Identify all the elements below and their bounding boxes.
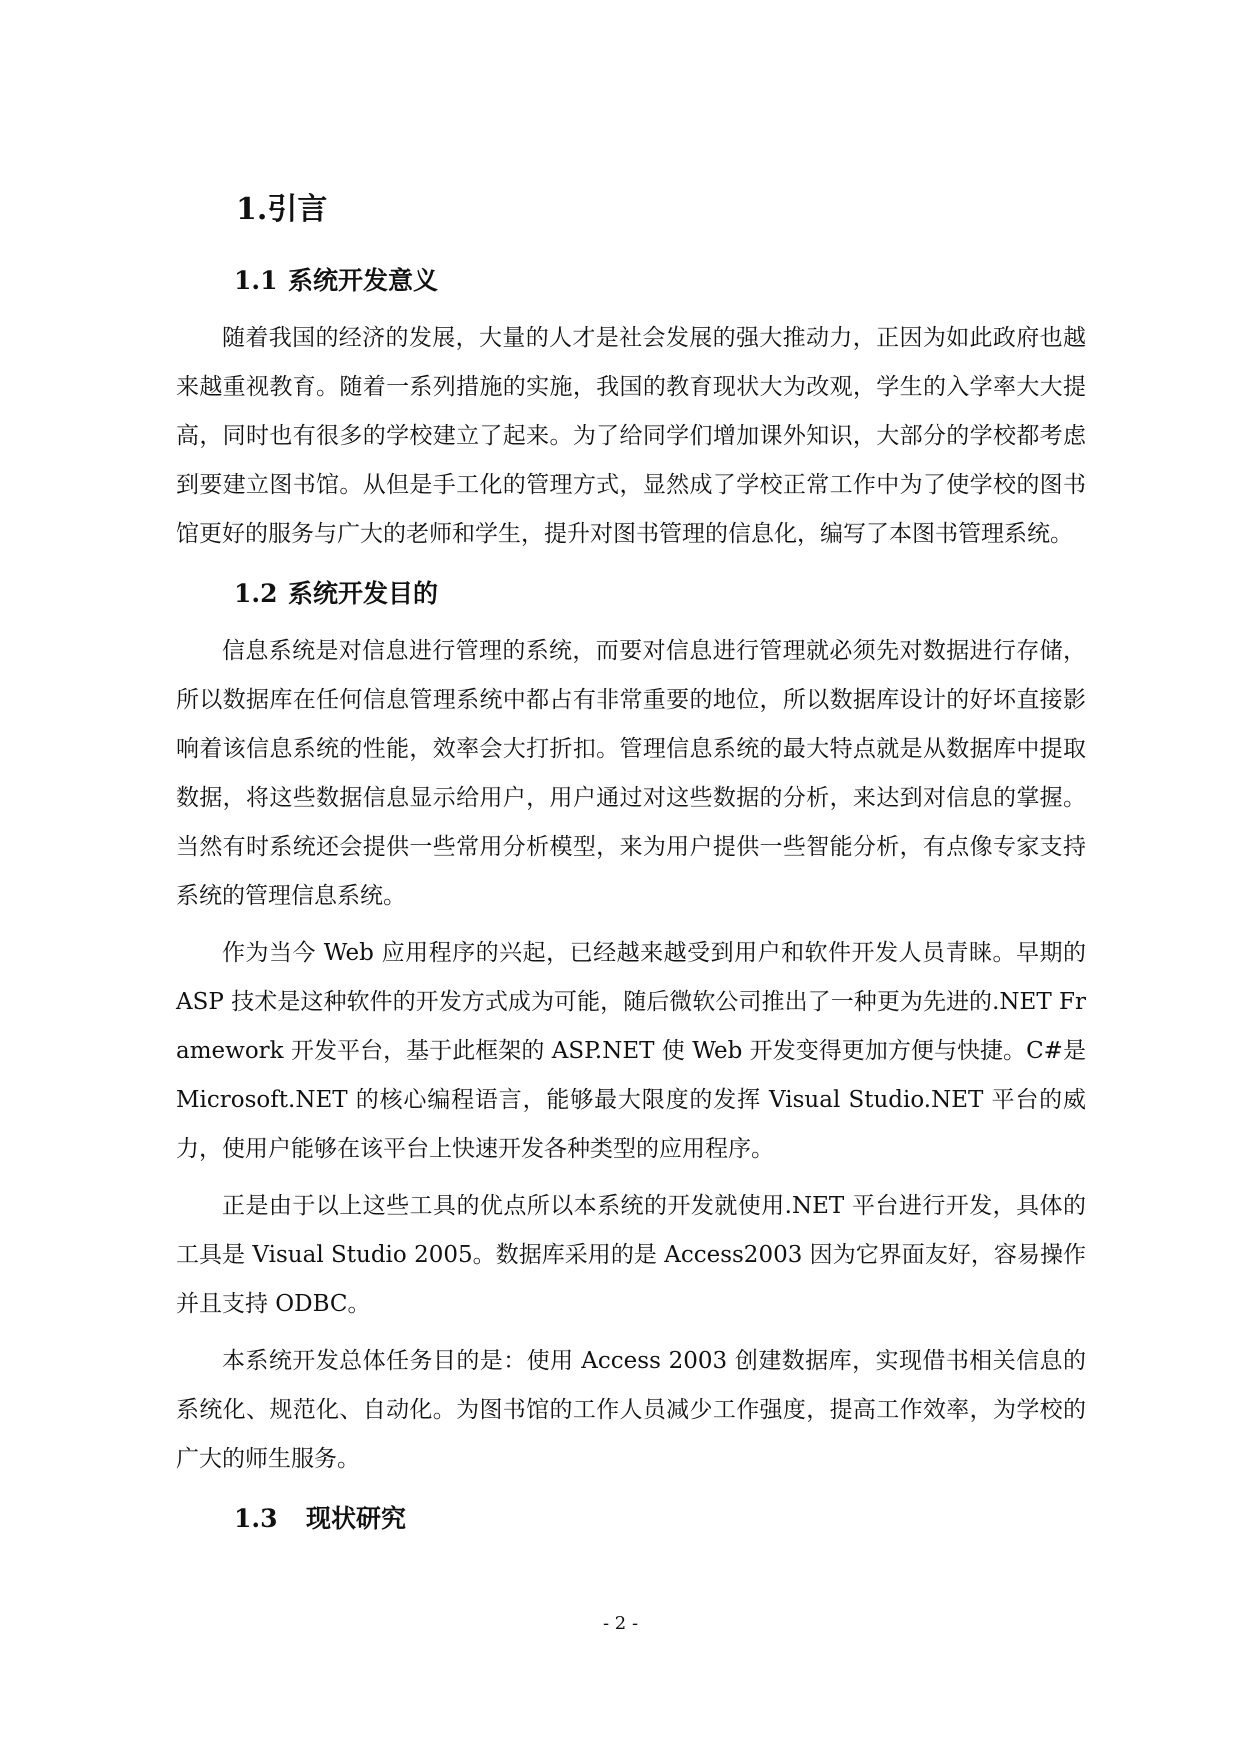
paragraph: 随着我国的经济的发展，大量的人才是社会发展的强大推动力，正因为如此政府也越来越重视教育。随着一系列措施的实施，我国的教育现状大为改观，学生的入学率大大提高，同时也有很多的学校建立了起来。为了给同学们增加课外知识，大部分的学校都考虑到要建立图书馆。从但是手工化的管理方式，显然成了学校正常工作中为了使学校的图书馆更好的服务与广大的老师和学生，提升对图书管理的信息化，编写了本图书管理系统。	[176, 325, 1086, 547]
paragraph: 信息系统是对信息进行管理的系统，而要对信息进行管理就必须先对数据进行存储，所以数据库在任何信息管理系统中都占有非常重要的地位，所以数据库设计的好坏直接影响着该信息系统的性能，效率会大打折扣。管理信息系统的最大特点就是从数据库中提取数据，将这些数据信息显示给用户，用户通过对这些数据的分析，来达到对信息的掌握。当然有时系统还会提供一些常用分析模型，来为用户提供一些智能分析，有点像专家支持系统的管理信息系统。	[176, 638, 1086, 909]
section-number: 1.1	[234, 266, 278, 295]
paragraph: 本系统开发总体任务目的是：使用 Access 2003 创建数据库，实现借书相关信息的系统化、规范化、自动化。为图书馆的工作人员减少工作强度，提高工作效率，为学校的广大的师生服务。	[176, 1348, 1086, 1472]
section-title: 现状研究	[306, 1504, 407, 1533]
section-number: 1.2	[234, 579, 278, 608]
page-content	[176, 188, 1086, 1556]
section-heading	[234, 262, 1086, 300]
section-1-1	[176, 262, 1086, 559]
section-title: 系统开发意义	[288, 266, 439, 295]
paragraph: 正是由于以上这些工具的优点所以本系统的开发就使用.NET 平台进行开发，具体的工具是 Visual Studio 2005。数据库采用的是 Access2003 因为它界面友好，容易操作并且支持 ODBC。	[176, 1193, 1086, 1317]
section-heading	[234, 1500, 1086, 1538]
section-1-3	[176, 1500, 1086, 1538]
section-1-2	[176, 575, 1086, 1484]
paragraph: 作为当今 Web 应用程序的兴起，已经越来越受到用户和软件开发人员青睐。早期的 ASP 技术是这种软件的开发方式成为可能，随后微软公司推出了一种更为先进的.NET Framework 开发平台，基于此框架的 ASP.NET 使 Web 开发变得更加方便与快捷。C#是 Microsoft.NET 的核心编程语言，能够最大限度的发挥 Visual Studio.NET 平台的威力，使用户能够在该平台上快速开发各种类型的应用程序。	[176, 940, 1086, 1162]
section-title: 系统开发目的	[288, 579, 439, 608]
page-number: - 2 -	[602, 1613, 639, 1634]
section-heading	[234, 575, 1086, 613]
section-number: 1.3	[234, 1504, 278, 1533]
chapter-title: 1.引言	[236, 192, 328, 227]
